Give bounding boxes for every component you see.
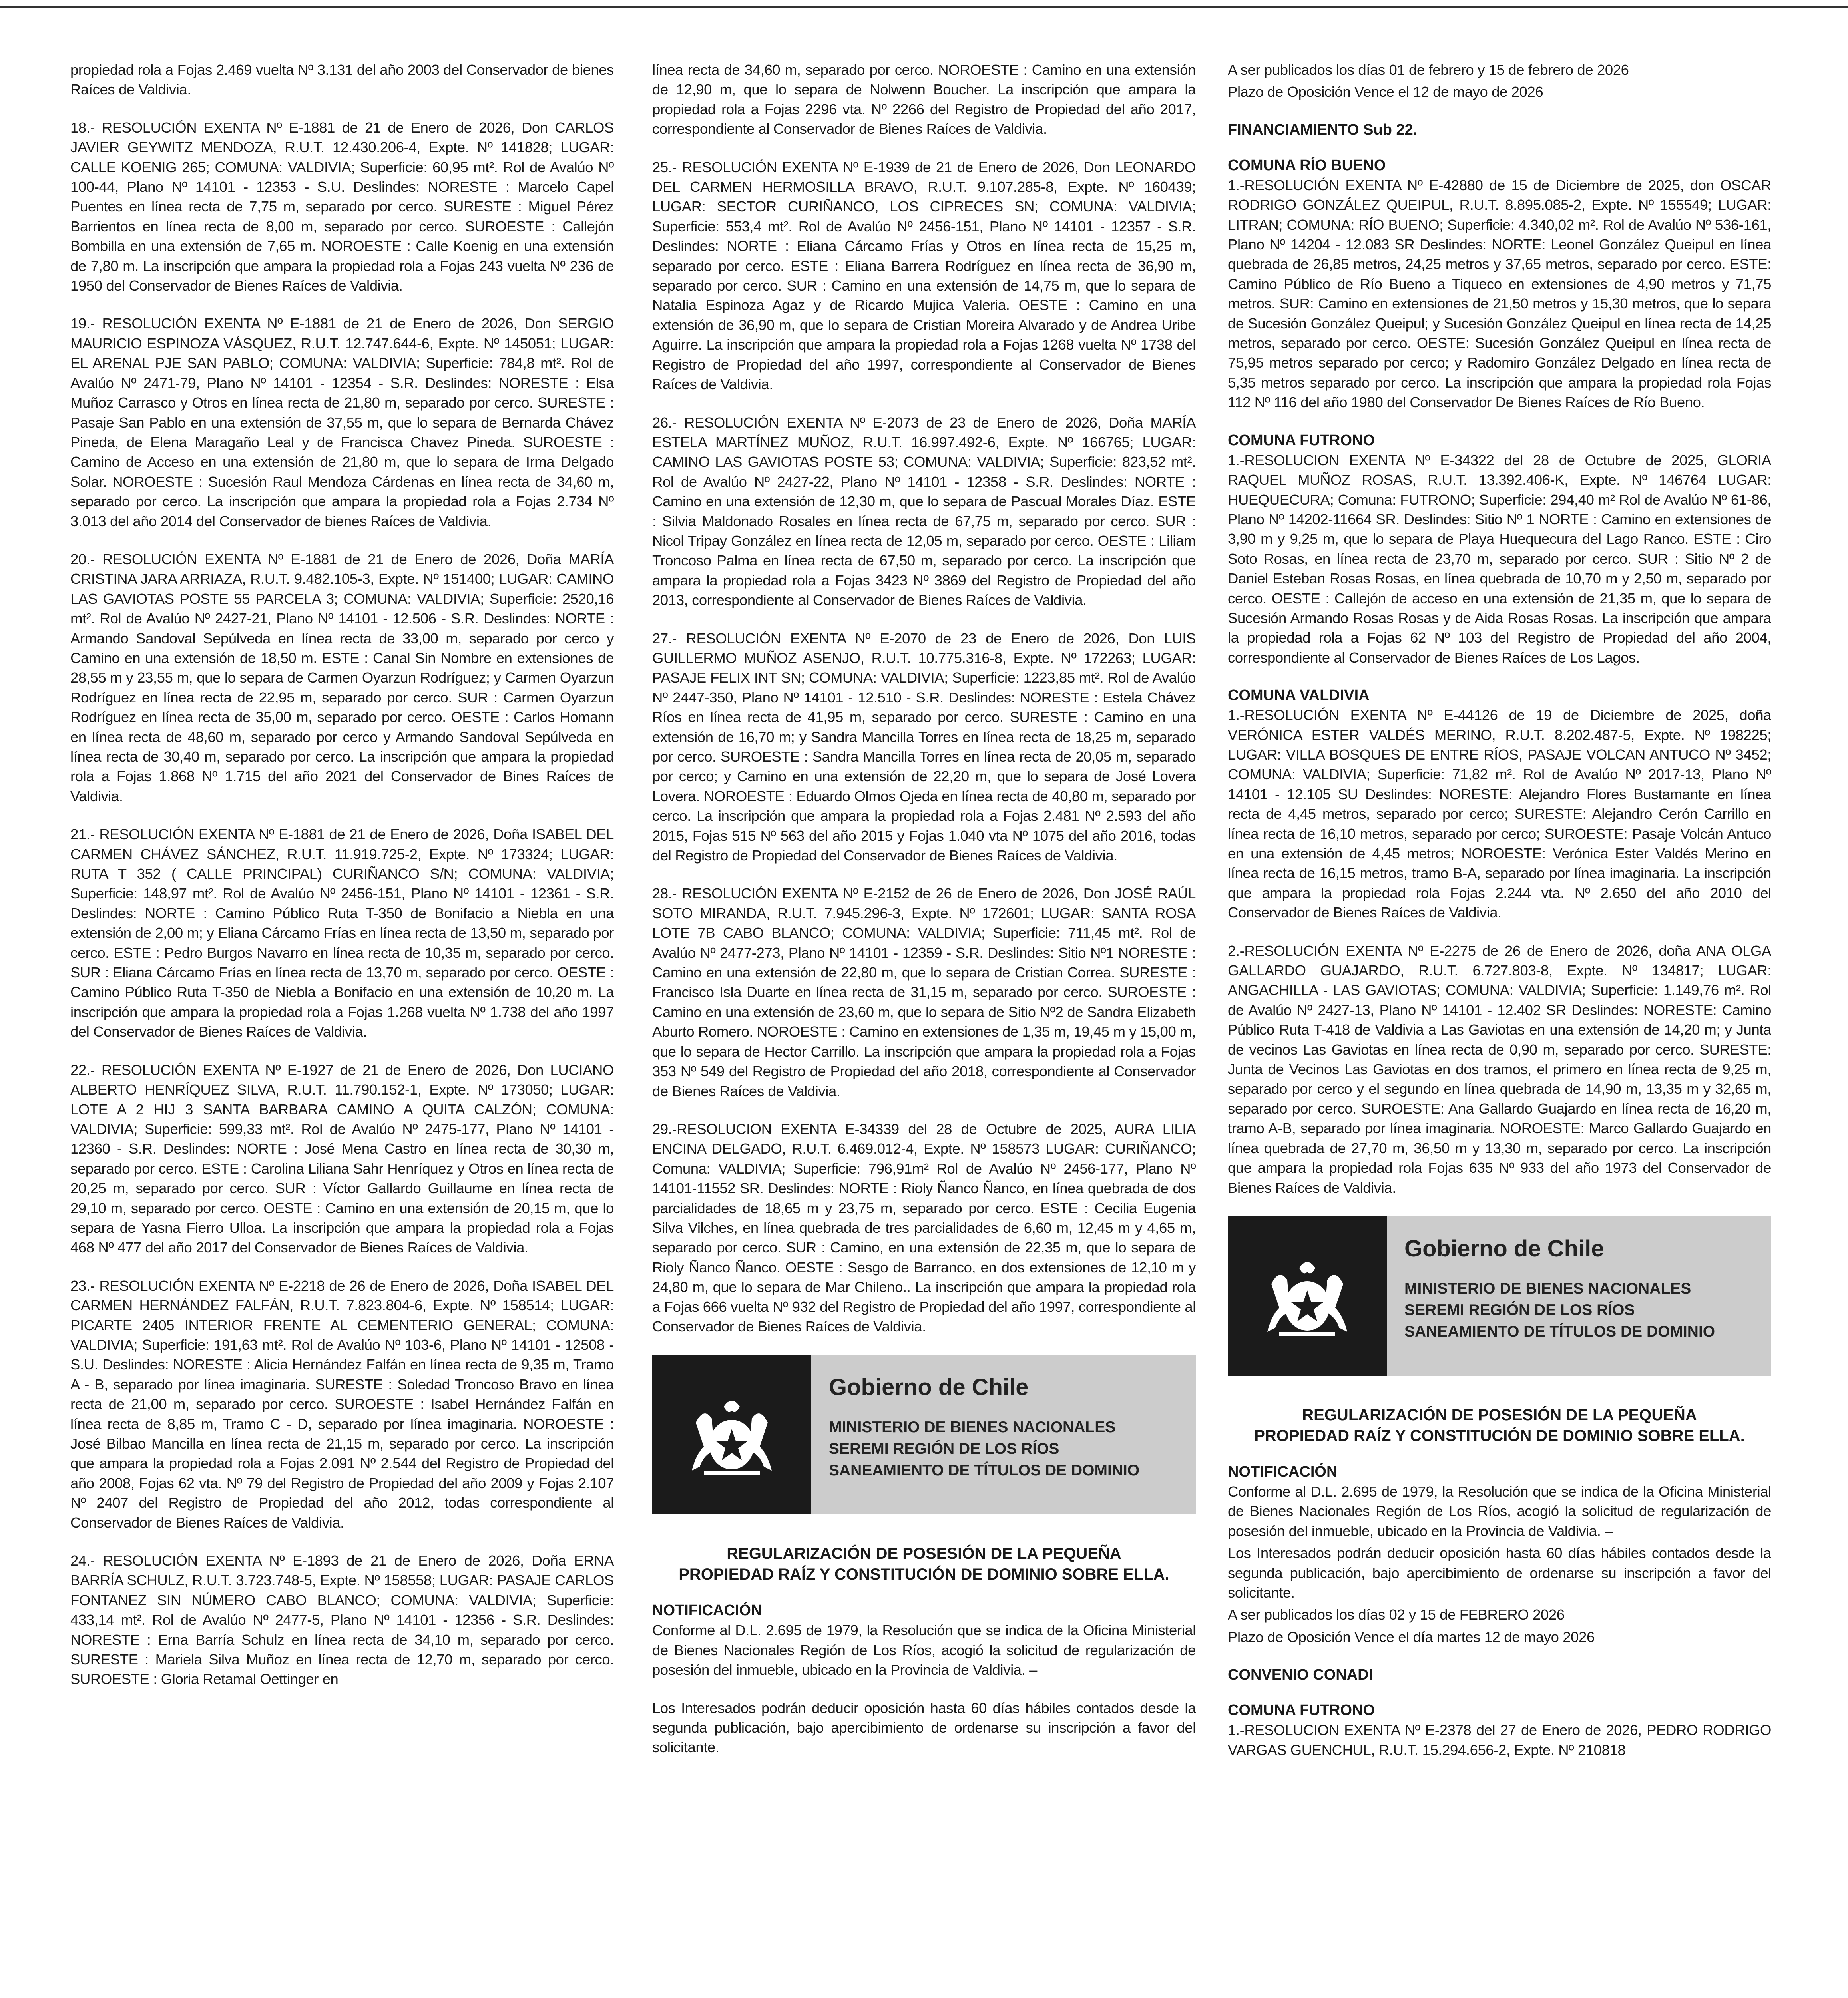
notification-heading: NOTIFICACIÓN bbox=[1228, 1463, 1338, 1480]
ministry-line: SEREMI REGIÓN DE LOS RÍOS bbox=[1404, 1301, 1635, 1319]
comuna-heading: COMUNA FUTRONO bbox=[1228, 432, 1375, 449]
ministry-line: MINISTERIO DE BIENES NACIONALES bbox=[1404, 1280, 1691, 1297]
notice-paragraph: 21.- RESOLUCIÓN EXENTA Nº E-1881 de 21 de Enero de 2026, Doña ISABEL DEL CARMEN CHÁVEZ SÁNCHEZ, R.U.T. 11.919.725-2, Expte. Nº 173324; LUGAR: RUTA T 352 ( CALLE PRINCIPAL) CURIÑANCO S/N; COMUNA: VALDIVIA; Superficie: 148,97 mt². Rol de Avalúo Nº 2456-151, Plano Nº 14101 - 12361 - S.R. Deslindes: NORTE : Camino Público Ruta T-350 de Bonifacio a Niebla en una extensión de 2,00 m; y Eliana Cárcamo Frías en línea recta de 13,50 m, separado por cerco. ESTE : Pedro Burgos Navarro en línea recta de 10,35 m, separado por cerco. SUR : Eliana Cárcamo Frías en línea recta de 13,70 m, separado por cerco. OESTE : Camino Público Ruta T-350 de Niebla a Bonifacio en una extensión de 10,20 m. La inscripción que ampara la propiedad rola a Fojas 1.268 vuelta Nº 1.738 del año 1997 del Conservador de Bienes Raíces de Valdivia. bbox=[70, 826, 614, 1040]
coat-of-arms-icon bbox=[652, 1355, 811, 1514]
notice-paragraph: Conforme al D.L. 2.695 de 1979, la Resolución que se indica de la Oficina Ministerial de Bienes Nacionales Región de Los Ríos, acogió la solicitud de regularización de posesión del inmueble, ubicado en la Provincia de Valdivia. – bbox=[652, 1622, 1196, 1678]
notice-paragraph: 29.-RESOLUCION EXENTA E-34339 del 28 de Octubre de 2025, AURA LILIA ENCINA DELGADO, R.U.T. 6.469.012-4, Expte. Nº 158573 LUGAR: CURIÑANCO; Comuna: VALDIVIA; Superficie: 796,91m² Rol de Avalúo Nº 2456-177, Plano Nº 14101-11552 SR. Deslindes: NORTE : Rioly Ñanco Ñanco, en línea quebrada de dos parcialidades de 18,65 m y 23,75 m, separado por cerco. ESTE : Cecilia Eugenia Silva Vilches, en línea quebrada de tres parcialidades de 6,60 m, 12,45 m y 4,65 m, separado por cerco. SUR : Camino, en una extensión de 22,35 m, que lo separa de Rioly Ñanco Ñanco. OESTE : Sesgo de Barranco, en dos extensiones de 12,10 m y 24,80 m, que lo separa de Mar Chileno.. La inscripción que ampara la propiedad rola a Fojas 666 vuelta Nº 932 del Registro de Propiedad del año 1997, correspondiente al Conservador de Bienes Raíces de Valdivia. bbox=[652, 1120, 1196, 1335]
coat-of-arms-icon bbox=[1228, 1216, 1387, 1376]
notice-paragraph: 23.- RESOLUCIÓN EXENTA Nº E-2218 de 26 de Enero de 2026, Doña ISABEL DEL CARMEN HERNÁNDEZ FALFÁN, R.U.T. 7.823.804-6, Expte. Nº 158514; LUGAR: PICARTE 2405 INTERIOR FRENTE AL CEMENTERIO GENERAL; COMUNA: VALDIVIA; Superficie: 191,63 mt². Rol de Avalúo Nº 103-6, Plano Nº 14101 - 12508 - S.U. Deslindes: NORESTE : Alicia Hernández Falfán en línea recta de 9,35 m, Tramo A - B, separado por línea imaginaria. SURESTE : Soledad Troncoso Bravo en línea recta de 21,00 m, separado por cerco. SUROESTE : Isabel Hernández Falfán en línea recta de 8,85 m, Tramo C - D, separado por línea imaginaria. NOROESTE : José Bilbao Mancilla en línea recta de 21,15 m, separado por cerco. La inscripción que ampara la propiedad rola a Fojas 2.091 Nº 2.544 del Registro de Propiedad del año 2008, Fojas 62 vta. Nº 79 del Registro de Propiedad del año 2009 y Fojas 2.107 Nº 2407 del Registro de Propiedad del año 2012, todas correspondiente al Conservador de Bienes Raíces de Valdivia. bbox=[70, 1277, 614, 1531]
gob-title: Gobierno de Chile bbox=[1404, 1235, 1604, 1262]
notification-heading: NOTIFICACIÓN bbox=[652, 1602, 762, 1619]
notice-paragraph: Los Interesados podrán deducir oposición hasta 60 días hábiles contados desde la segunda publicación, bajo apercibimiento de ordenarse su inscripción a favor del solicitante. bbox=[652, 1699, 1196, 1756]
column-2 bbox=[652, 60, 1196, 1998]
ministry-line: SANEAMIENTO DE TÍTULOS DE DOMINIO bbox=[1404, 1323, 1715, 1340]
notice-paragraph: 26.- RESOLUCIÓN EXENTA Nº E-2073 de 23 de Enero de 2026, Doña MARÍA ESTELA MARTÍNEZ MUÑOZ, R.U.T. 16.997.492-6, Expte. Nº 166765; LUGAR: CAMINO LAS GAVIOTAS POSTE 53; COMUNA: VALDIVIA; Superficie: 823,52 mt². Rol de Avalúo Nº 2427-22, Plano Nº 14101 - 12358 - S.R. Deslindes: NORTE : Camino en una extensión de 12,30 m, que lo separa de Pascual Morales Díaz. ESTE : Silvia Maldonado Rosales en línea recta de 67,75 m, separado por cerco. SUR : Nicol Tripay González en línea recta de 12,05 m, separado por cerco. OESTE : Liliam Troncoso Palma en línea recta de 67,50 m, separado por cerco. La inscripción que ampara la propiedad rola a Fojas 3423 Nº 3869 del Registro de Propiedad del año 2013, correspondiente al Conservador de Bienes Raíces de Valdivia. bbox=[652, 414, 1196, 609]
ministry-line: SEREMI REGIÓN DE LOS RÍOS bbox=[829, 1440, 1059, 1458]
publication-dates: A ser publicados los días 01 de febrero y 15 de febrero de 2026 bbox=[1228, 62, 1629, 78]
notice-paragraph: Los Interesados podrán deducir oposición hasta 60 días hábiles contados desde la segunda publicación, bajo apercibimiento de ordenarse su inscripción a favor del solicitante. bbox=[1228, 1545, 1771, 1601]
comuna-heading: COMUNA FUTRONO bbox=[1228, 1702, 1375, 1719]
notice-paragraph: línea recta de 34,60 m, separado por cerco. NOROESTE : Camino en una extensión de 12,90 m, que lo separa de Nolwenn Boucher. La inscripción que ampara la propiedad rola a Fojas 2296 vta. Nº 2266 del Registro de Propiedad del año 2017, correspondiente al Conservador de Bienes Raíces de Valdivia. bbox=[652, 62, 1196, 137]
notice-paragraph: 18.- RESOLUCIÓN EXENTA Nº E-1881 de 21 de Enero de 2026, Don CARLOS JAVIER GEYWITZ MENDOZA, R.U.T. 12.430.206-4, Expte. Nº 141828; LUGAR: CALLE KOENIG 265; COMUNA: VALDIVIA; Superficie: 60,95 mt². Rol de Avalúo Nº 100-44, Plano Nº 14101 - 12353 - S.U. Deslindes: NORESTE : Marcelo Capel Puentes en línea recta de 7,75 m, separado por cerco. SURESTE : Miguel Pérez Barrientos en línea recta de 8,00 m, separado por cerco. SUROESTE : Callejón Bombilla en una extensión de 7,65 m. NOROESTE : Calle Koenig en una extensión de 7,80 m. La inscripción que ampara la propiedad rola a Fojas 243 vuelta Nº 236 de 1950 del Conservador de Bienes Raíces de Valdivia. bbox=[70, 119, 614, 294]
opposition-deadline: Plazo de Oposición Vence el día martes 12 de mayo 2026 bbox=[1228, 1628, 1595, 1645]
comuna-heading: COMUNA VALDIVIA bbox=[1228, 687, 1370, 704]
notice-paragraph: 20.- RESOLUCIÓN EXENTA Nº E-1881 de 21 de Enero de 2026, Doña MARÍA CRISTINA JARA ARRIAZA, R.U.T. 9.482.105-3, Expte. Nº 151400; LUGAR: CAMINO LAS GAVIOTAS POSTE 55 PARCELA 3; COMUNA: VALDIVIA; Superficie: 2520,16 mt². Rol de Avalúo Nº 2427-21, Plano Nº 14101 - 12.506 - S.R. Deslindes: NORTE : Armando Sandoval Sepúlveda en línea recta de 33,00 m, separado por cerco y Camino en una extensión de 18,50 m. ESTE : Canal Sin Nombre en extensiones de 28,55 m y 23,55 m, que lo separa de Carmen Oyarzun Rodríguez; y Carmen Oyarzun Rodríguez en línea recta de 22,95 m, separado por cerco. SUR : Carmen Oyarzun Rodríguez en línea recta de 35,00 m, separado por cerco. OESTE : Carlos Homann en línea recta de 48,60 m, separado por cerco y Armando Sandoval Sepúlveda en línea recta de 30,40 m, separado por cerco. La inscripción que ampara la propiedad rola a Fojas 1.868 Nº 1.715 del año 2021 del Conservador de Bines Raíces de Valdivia. bbox=[70, 551, 614, 804]
column-3 bbox=[1228, 60, 1771, 1998]
notice-paragraph: 22.- RESOLUCIÓN EXENTA Nº E-1927 de 21 de Enero de 2026, Don LUCIANO ALBERTO HENRÍQUEZ SILVA, R.U.T. 11.790.152-1, Expte. Nº 173050; LUGAR: LOTE A 2 HIJ 3 SANTA BARBARA CAMINO A QUITA CALZÓN; COMUNA: VALDIVIA; Superficie: 599,33 mt². Rol de Avalúo Nº 2475-177, Plano Nº 14101 - 12360 - S.R. Deslindes: NORTE : José Mena Castro en línea recta de 30,30 m, separado por cerco. ESTE : Carolina Liliana Sahr Henríquez y Otros en línea recta de 20,25 m, separado por cerco. SUR : Víctor Gallardo Guillaume en línea recta de 29,10 m, separado por cerco. OESTE : Camino en una extensión de 20,15 m, que lo separa de Yasna Fierro Ulloa. La inscripción que ampara la propiedad rola a Fojas 468 Nº 477 del año 2017 del Conservador de Bienes Raíces de Valdivia. bbox=[70, 1061, 614, 1256]
notice-paragraph: 1.-RESOLUCION EXENTA Nº E-34322 del 28 de Octubre de 2025, GLORIA RAQUEL MUÑOZ ROSAS, R.U.T. 13.392.406-K, Expte. Nº 146764 LUGAR: HUEQUECURA; Comuna: FUTRONO; Superficie: 294,40 m² Rol de Avalúo Nº 61-86, Plano Nº 14202-11664 SR. Deslindes: Sitio Nº 1 NORTE : Camino en extensiones de 3,90 m y 9,25 m, que lo separa de Playa Huequecura del Lago Ranco. ESTE : Ciro Soto Rosas, en línea recta de 23,70 m, separado por cerco. SUR : Sitio Nº 2 de Daniel Esteban Rosas Rosas, en línea quebrada de 10,70 m y 2,50 m, separado por cerco. OESTE : Callejón de acceso en una extensión de 21,35 m, que lo separa de Sucesión Armando Rosas Rosas y de Aida Rosas Rosas. La inscripción que ampara la propiedad rola a Fojas 62 Nº 103 del Registro de Propiedad del año 2004, correspondiente al Conservador de Bienes Raíces de Los Lagos. bbox=[1228, 452, 1771, 666]
notice-paragraph: 19.- RESOLUCIÓN EXENTA Nº E-1881 de 21 de Enero de 2026, Don SERGIO MAURICIO ESPINOZA VÁSQUEZ, R.U.T. 12.747.644-6, Expte. Nº 145051; LUGAR: EL ARENAL PJE SAN PABLO; COMUNA: VALDIVIA; Superficie: 784,8 mt². Rol de Avalúo Nº 2471-79, Plano Nº 14101 - 12354 - S.R. Deslindes: NORESTE : Elsa Muñoz Carrasco y Otros en línea recta de 21,80 m, separado por cerco. SURESTE : Pasaje San Pablo en una extensión de 37,55 m, que lo separa de Bernarda Chávez Pineda, de Elena Maragaño Leal y de Francisca Chavez Pineda. SUROESTE : Camino de Acceso en una extensión de 21,80 m, que lo separa de Irma Delgado Solar. NOROESTE : Sucesión Raul Mendoza Cárdenas en línea recta de 34,60 m, separado por cerco. La inscripción que ampara la propiedad rola a Fojas 2.734 Nº 3.013 del año 2014 del Conservador de bienes Raíces de Valdivia. bbox=[70, 315, 614, 529]
notice-paragraph: 1.-RESOLUCIÓN EXENTA Nº E-42880 de 15 de Diciembre de 2025, don OSCAR RODRIGO GONZÁLEZ QUEIPUL, R.U.T. 8.895.085-2, Expte. Nº 155549; LUGAR: LITRAN; COMUNA: RÍO BUENO; Superficie: 4.340,02 m². Rol de Avalúo Nº 536-161, Plano Nº 14204 - 12.083 SR Deslindes: NORTE: Leonel González Queipul en línea quebrada de 26,85 metros, 24,25 metros y 37,65 metros, separado por cerco. ESTE: Camino Público de Río Bueno a Tiqueco en extensiones de 4,90 metros y 71,75 metros. SUR: Camino en extensiones de 21,50 metros y 15,30 metros, que lo separa de Sucesión González Queipul; y Sucesión González Queipul en línea recta de 14,25 metros, separado por cerco. OESTE: Sucesión González Queipul en línea recta de 75,95 metros separado por cerco; y Radomiro González Delgado en línea recta de 5,35 metros separado por cerco. La inscripción que ampara la propiedad rola Fojas 112 Nº 116 del año 1980 del Conservador De Bienes Raíces de Río Bueno. bbox=[1228, 177, 1771, 411]
government-banner bbox=[1228, 1216, 1771, 1376]
comuna-heading: COMUNA RÍO BUENO bbox=[1228, 157, 1386, 174]
notice-paragraph: 27.- RESOLUCIÓN EXENTA Nº E-2070 de 23 de Enero de 2026, Don LUIS GUILLERMO MUÑOZ ASENJO, R.U.T. 10.775.316-8, Expte. Nº 172263; LUGAR: PASAJE FELIX INT SN; COMUNA: VALDIVIA; Superficie: 1223,85 mt². Rol de Avalúo Nº 2447-350, Plano Nº 14101 - 12.510 - S.R. Deslindes: NORESTE : Estela Chávez Ríos en línea recta de 41,95 m, separado por cerco. SURESTE : Camino en una extensión de 16,70 m; y Sandra Mancilla Torres en línea recta de 18,25 m, separado por cerco. SUROESTE : Sandra Mancilla Torres en línea recta de 20,05 m, separado por cerco; y Camino en una extensión de 22,20 m, que lo separa de José Lovera Lovera. NOROESTE : Eduardo Olmos Ojeda en línea recta de 40,80 m, separado por cerco. La inscripción que ampara la propiedad rola a Fojas 2.481 Nº 2.593 del año 2015, Fojas 515 Nº 563 del año 2015 y Fojas 1.040 vta Nº 1075 del año 2016, todas del Registro de Propiedad del Conservador de Bienes Raíces de Valdivia. bbox=[652, 630, 1196, 864]
notice-paragraph: 25.- RESOLUCIÓN EXENTA Nº E-1939 de 21 de Enero de 2026, Don LEONARDO DEL CARMEN HERMOSILLA BRAVO, R.U.T. 9.107.285-8, Expte. Nº 160439; LUGAR: SECTOR CURIÑANCO, LOS CIPRECES SN; COMUNA: VALDIVIA; Superficie: 553,4 mt². Rol de Avalúo Nº 2456-151, Plano Nº 14101 - 12357 - S.R. Deslindes: NORTE : Eliana Cárcamo Frías y Otros en línea recta de 15,25 m, separado por cerco. ESTE : Eliana Barrera Rodríguez en línea recta de 36,90 m, separado por cerco. SUR : Camino en una extensión de 14,75 m, que lo separa de Natalia Espinoza Agaz y de Ricardo Mujica Valeria. OESTE : Camino en una extensión de 36,90 m, que lo separa de Cristian Moreira Alvarado y de Andrea Uribe Aguirre. La inscripción que ampara la propiedad rola a Fojas 1268 vuelta Nº 1738 del Registro de Propiedad del año 1997, correspondiente al Conservador de Bienes Raíces de Valdivia. bbox=[652, 159, 1196, 393]
ministry-line: MINISTERIO DE BIENES NACIONALES bbox=[829, 1419, 1116, 1436]
opposition-deadline: Plazo de Oposición Vence el 12 de mayo de 2026 bbox=[1228, 84, 1543, 100]
publication-dates: A ser publicados los días 02 y 15 de FEBRERO 2026 bbox=[1228, 1606, 1565, 1623]
notice-paragraph: Conforme al D.L. 2.695 de 1979, la Resolución que se indica de la Oficina Ministerial de Bienes Nacionales Región de Los Ríos, acogió la solicitud de regularización de posesión del inmueble, ubicado en la Provincia de Valdivia. – bbox=[1228, 1483, 1771, 1539]
notice-paragraph: 28.- RESOLUCIÓN EXENTA Nº E-2152 de 26 de Enero de 2026, Don JOSÉ RAÚL SOTO MIRANDA, R.U.T. 7.945.296-3, Expte. Nº 172601; LUGAR: SANTA ROSA LOTE 7B CABO BLANCO; COMUNA: VALDIVIA; Superficie: 711,45 mt². Rol de Avalúo Nº 2477-273, Plano Nº 14101 - 12359 - S.R. Deslindes: Sitio Nº1 NORESTE : Camino en una extensión de 22,80 m, que lo separa de Cristian Correa. SURESTE : Francisco Isla Duarte en línea recta de 31,15 m, separado por cerco. SUROESTE : Camino en una extensión de 23,60 m, que lo separa de Sitio Nº2 de Sandra Elizabeth Aburto Romero. NOROESTE : Camino en extensiones de 1,35 m, 19,45 m y 15,00 m, que lo separa de Hector Carrillo. La inscripción que ampara la propiedad rola a Fojas 353 Nº 549 del Registro de Propiedad del año 2018, correspondiente al Conservador de Bienes Raíces de Valdivia. bbox=[652, 885, 1196, 1099]
government-banner bbox=[652, 1355, 1196, 1514]
regularization-title: REGULARIZACIÓN DE POSESIÓN DE LA PEQUEÑA PROPIEDAD RAÍZ Y CONSTITUCIÓN DE DOMINIO SOBRE ELLA. bbox=[1254, 1406, 1745, 1445]
regularization-title: REGULARIZACIÓN DE POSESIÓN DE LA PEQUEÑA PROPIEDAD RAÍZ Y CONSTITUCIÓN DE DOMINIO SOBRE ELLA. bbox=[679, 1545, 1169, 1584]
column-1 bbox=[70, 60, 614, 1998]
notice-paragraph: propiedad rola a Fojas 2.469 vuelta Nº 3.131 del año 2003 del Conservador de bienes Raíces de Valdivia. bbox=[70, 62, 614, 98]
conadi-heading: CONVENIO CONADI bbox=[1228, 1666, 1373, 1684]
notice-paragraph: 1.-RESOLUCIÓN EXENTA Nº E-44126 de 19 de Diciembre de 2025, doña VERÓNICA ESTER VALDÉS MERINO, R.U.T. 8.202.487-5, Expte. Nº 198225; LUGAR: VILLA BOSQUES DE ENTRE RÍOS, PASAJE VOLCAN ANTUCO Nº 3452; COMUNA: VALDIVIA; Superficie: 71,82 m². Rol de Avalúo Nº 2017-13, Plano Nº 14101 - 12.105 SU Deslindes: NORESTE: Alejandro Flores Bustamante en línea recta de 4,45 metros, separado por cerco; SURESTE: Alejandro Cerón Carrillo en línea recta de 16,10 metros, separado por cerco; SUROESTE: Pasaje Volcán Antuco en una extensión de 4,45 metros; NOROESTE: Verónica Ester Valdés Merino en línea recta de 16,15 metros, tramo B-A, separado por línea imaginaria. La inscripción que ampara la propiedad rola Fojas 2.244 vta. Nº 2.650 del año 2010 del Conservador de Bienes Raíces de Valdivia. bbox=[1228, 707, 1771, 921]
notice-paragraph: 2.-RESOLUCIÓN EXENTA Nº E-2275 de 26 de Enero de 2026, doña ANA OLGA GALLARDO GUAJARDO, R.U.T. 6.727.803-8, Expte. Nº 134817; LUGAR: ANGACHILLA - LAS GAVIOTAS; COMUNA: VALDIVIA; Superficie: 1.149,76 m². Rol de Avalúo Nº 2427-13, Plano Nº 14101 - 12.402 SR Deslindes: NORESTE: Camino Público Ruta T-418 de Valdivia a Las Gaviotas en una extensión de 14,20 m; y Junta de vecinos Las Gaviotas en línea recta de 0,90 m, separado por cerco. SURESTE: Junta de Vecinos Las Gaviotas en dos tramos, el primero en línea recta de 9,25 m, separado por cerco y el segundo en línea quebrada de 14,90 m, 13,35 m y 32,65 m, separado por cerco. SUROESTE: Ana Gallardo Guajardo en línea recta de 16,20 m, tramo A-B, separado por línea imaginaria. NOROESTE: Marco Gallardo Guajardo en línea quebrada de 27,70 m, 36,50 m y 13,30 m, separado por cerco. La inscripción que ampara la propiedad rola Fojas 635 Nº 933 del año 1973 del Conservador de Bienes Raíces de Valdivia. bbox=[1228, 942, 1771, 1196]
gob-title: Gobierno de Chile bbox=[829, 1374, 1029, 1401]
notice-paragraph: 1.-RESOLUCION EXENTA Nº E-2378 del 27 de Enero de 2026, PEDRO RODRIGO VARGAS GUENCHUL, R.U.T. 15.294.656-2, Expte. Nº 210818 bbox=[1228, 1722, 1771, 1758]
top-rule bbox=[0, 6, 1848, 8]
notice-paragraph: 24.- RESOLUCIÓN EXENTA Nº E-1893 de 21 de Enero de 2026, Doña ERNA BARRÍA SCHULZ, R.U.T. 3.723.748-5, Expte. Nº 158558; LUGAR: PASAJE CARLOS FONTANEZ SIN NÚMERO CABO BLANCO; COMUNA: VALDIVIA; Superficie: 433,14 mt². Rol de Avalúo Nº 2477-5, Plano Nº 14101 - 12356 - S.R. Deslindes: NORESTE : Erna Barría Schulz en línea recta de 34,10 m, separado por cerco. SURESTE : Mariela Silva Muñoz en línea recta de 12,70 m, separado por cerco. SUROESTE : Gloria Retamal Oettinger en bbox=[70, 1552, 614, 1688]
ministry-line: SANEAMIENTO DE TÍTULOS DE DOMINIO bbox=[829, 1462, 1140, 1479]
financing-heading: FINANCIAMIENTO Sub 22. bbox=[1228, 121, 1418, 138]
